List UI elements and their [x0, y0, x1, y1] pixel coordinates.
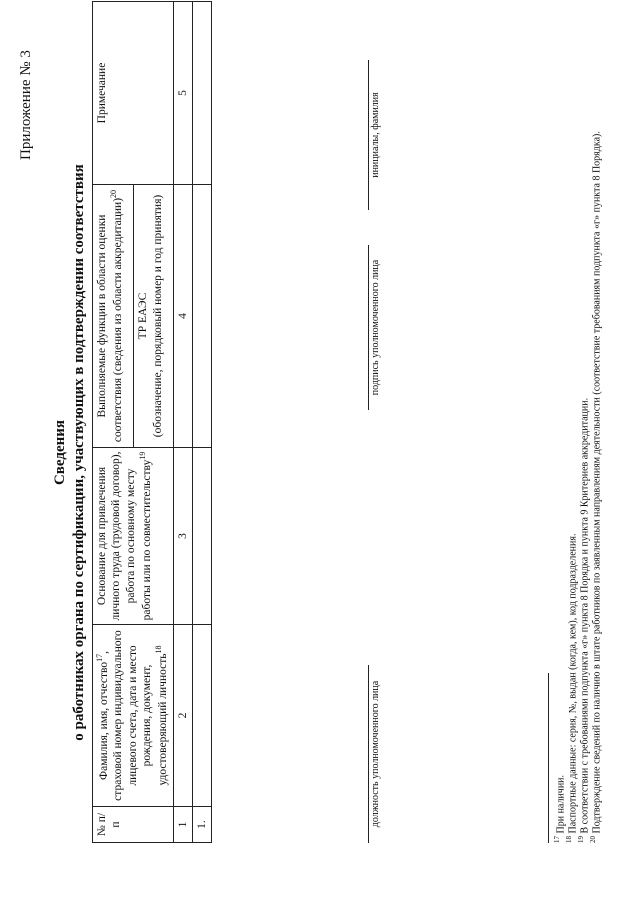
column-number: 5	[173, 2, 192, 185]
header-tr-eaes	[134, 185, 173, 448]
footnote-ref-20: 20	[109, 189, 119, 198]
header-note: Примечание	[93, 2, 174, 185]
header-tr-eaes-title: ТР ЕАЭС	[137, 292, 150, 340]
header-full-name-text: Фамилия, имя, отчество	[97, 661, 110, 780]
name-signature-line: инициалы, фамилия	[368, 60, 381, 210]
header-full-name	[93, 625, 174, 807]
table-cell	[192, 625, 211, 807]
appendix-label: Приложение № 3	[18, 50, 34, 160]
footnote-ref-18: 18	[154, 645, 164, 654]
footnote-text: Подтверждение сведений по наличию в штате работников по заявленным направлениям деятельности (соответствие требованиям подпункта «г» пункта 8 Порядка).	[591, 131, 603, 834]
footnote-number: 20	[589, 836, 597, 843]
footnote-number: 18	[565, 836, 573, 843]
position-signature-line: должность уполномоченного лица	[368, 665, 381, 843]
column-number: 3	[173, 448, 192, 625]
column-numbers-row	[173, 2, 192, 843]
header-functions-text: Выполняемые функции в области оценки соответствия (сведения из области аккредитации)	[96, 197, 125, 443]
header-basis	[93, 448, 174, 625]
column-number: 4	[173, 185, 192, 448]
header-basis-text: Основание для привлечения личного труда (трудовой договор), работа по основному месту работы или по совместительству	[96, 451, 153, 621]
row-number: 1.	[192, 807, 211, 843]
signature-line: подпись уполномоченного лица	[368, 245, 381, 410]
table-cell	[192, 185, 211, 448]
table-header-row	[93, 2, 134, 843]
employees-table	[92, 1, 212, 843]
footnote	[589, 63, 603, 843]
table-row	[192, 2, 211, 843]
footnote-text: Паспортные данные: серия, №, выдан (когда, кем), код подразделения.	[567, 533, 579, 834]
table-cell	[192, 448, 211, 625]
header-number: № п/п	[93, 807, 174, 843]
footnote-text: При наличии.	[555, 774, 567, 834]
header-tr-eaes-desc: (обозначение, порядковый номер и год принятия)	[151, 194, 164, 438]
header-full-name-text-cont: , страховой номер индивидуального лицевого счета, дата и место рождения, документ, удостоверяющий личность	[97, 630, 170, 801]
document-subtitle: о работниках органа по сертификации, участвующих в подтверждении соответствия	[71, 164, 87, 741]
footnote-number: 19	[577, 836, 585, 843]
footnote-number: 17	[553, 836, 561, 843]
document-title: Сведения	[52, 419, 68, 486]
footnote-divider	[548, 673, 549, 843]
table-cell	[192, 2, 211, 185]
header-functions	[93, 185, 134, 448]
footnote-ref-17: 17	[95, 653, 104, 662]
footnote-text: В соответствии с требованиями подпункта «г» пункта 8 Порядка и пункта 9 Критериев аккредитации.	[579, 397, 591, 834]
footnote-ref-19: 19	[138, 451, 148, 460]
column-number: 2	[173, 625, 192, 807]
column-number: 1	[173, 807, 192, 843]
